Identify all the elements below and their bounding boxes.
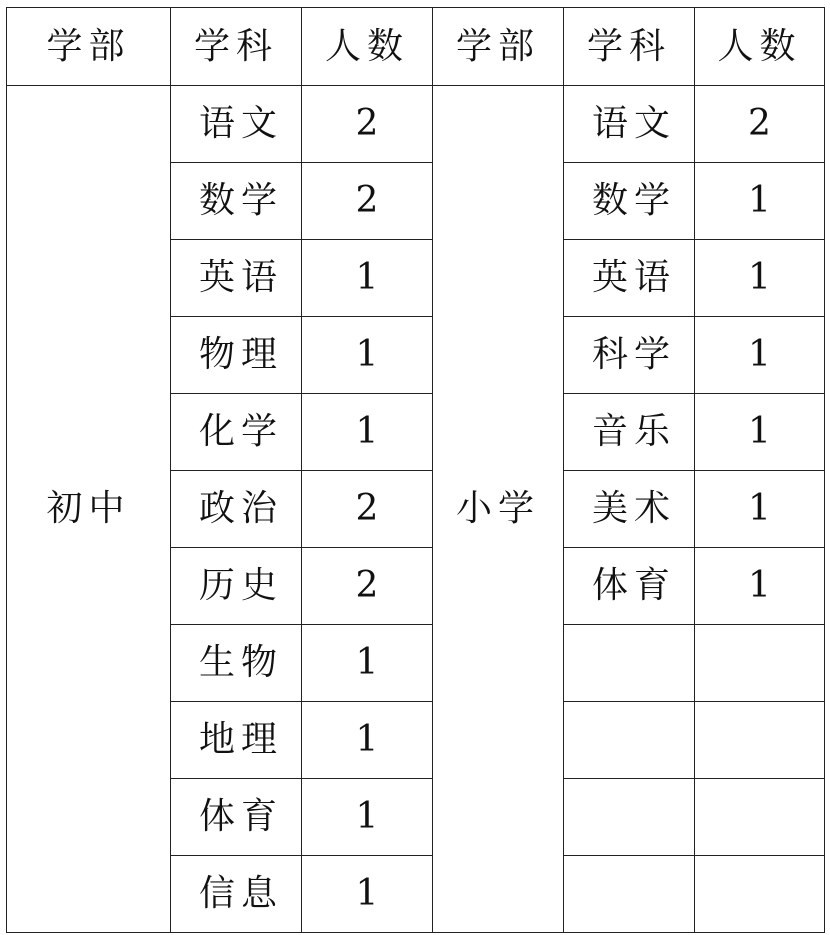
subject-left-cell: 化学: [171, 394, 302, 471]
subject-left-cell: 物理: [171, 317, 302, 394]
header-subject-left: 学科: [171, 8, 302, 86]
subject-right-cell: [564, 625, 695, 702]
count-right-cell: [695, 779, 825, 856]
count-right-cell: [695, 625, 825, 702]
subject-left-cell: 地理: [171, 702, 302, 779]
subject-right-cell: 数学: [564, 163, 695, 240]
count-right-cell: 1: [695, 548, 825, 625]
subject-right-cell: 语文: [564, 86, 695, 163]
count-right-cell: [695, 702, 825, 779]
subject-left-cell: 体育: [171, 779, 302, 856]
subject-left-cell: 历史: [171, 548, 302, 625]
count-right-cell: 1: [695, 163, 825, 240]
header-count-right: 人数: [695, 8, 825, 86]
count-right-cell: [695, 856, 825, 933]
subject-left-cell: 英语: [171, 240, 302, 317]
header-subject-right: 学科: [564, 8, 695, 86]
subject-right-cell: 科学: [564, 317, 695, 394]
subject-right-cell: [564, 779, 695, 856]
department-left-cell: 初中: [7, 86, 171, 933]
subject-right-cell: 美术: [564, 471, 695, 548]
subject-right-cell: [564, 702, 695, 779]
count-right-cell: 2: [695, 86, 825, 163]
count-left-cell: 1: [302, 394, 433, 471]
subject-right-cell: 音乐: [564, 394, 695, 471]
count-right-cell: 1: [695, 471, 825, 548]
subject-left-cell: 语文: [171, 86, 302, 163]
staffing-table: [6, 7, 825, 933]
subject-left-cell: 生物: [171, 625, 302, 702]
count-right-cell: 1: [695, 240, 825, 317]
count-left-cell: 1: [302, 625, 433, 702]
count-right-cell: 1: [695, 394, 825, 471]
subject-right-cell: [564, 856, 695, 933]
header-row: [7, 8, 825, 86]
count-left-cell: 1: [302, 317, 433, 394]
subject-left-cell: 数学: [171, 163, 302, 240]
count-left-cell: 2: [302, 86, 433, 163]
subject-right-cell: 英语: [564, 240, 695, 317]
subject-right-cell: 体育: [564, 548, 695, 625]
count-left-cell: 1: [302, 856, 433, 933]
header-count-left: 人数: [302, 8, 433, 86]
count-left-cell: 1: [302, 702, 433, 779]
count-left-cell: 2: [302, 471, 433, 548]
count-right-cell: 1: [695, 317, 825, 394]
table-row: [7, 86, 825, 163]
subject-left-cell: 信息: [171, 856, 302, 933]
header-department-right: 学部: [433, 8, 564, 86]
count-left-cell: 2: [302, 548, 433, 625]
count-left-cell: 1: [302, 240, 433, 317]
count-left-cell: 2: [302, 163, 433, 240]
count-left-cell: 1: [302, 779, 433, 856]
header-department-left: 学部: [7, 8, 171, 86]
department-right-cell: 小学: [433, 86, 564, 933]
subject-left-cell: 政治: [171, 471, 302, 548]
